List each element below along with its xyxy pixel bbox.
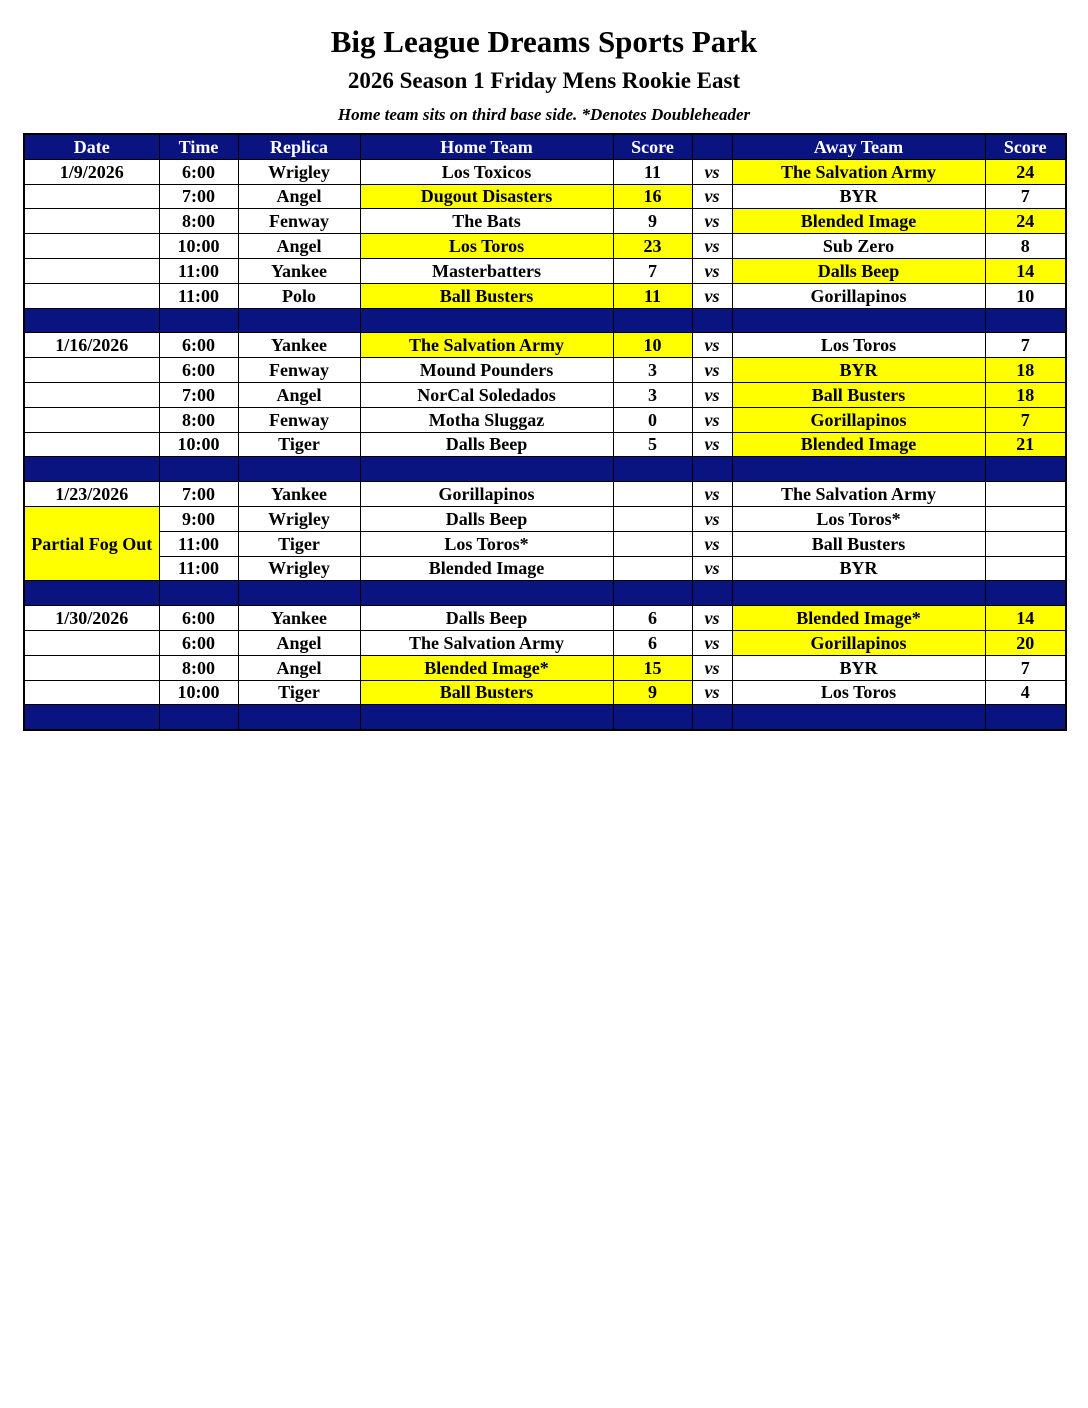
game-date [24, 432, 159, 457]
game-time: 10:00 [159, 680, 238, 705]
vs-label: vs [692, 258, 732, 283]
away-team: Los Toros [732, 333, 985, 358]
vs-label: vs [692, 680, 732, 705]
vs-label: vs [692, 382, 732, 407]
game-time: 6:00 [159, 159, 238, 184]
game-replica-field: Fenway [238, 407, 360, 432]
away-score: 7 [985, 184, 1066, 209]
away-score [985, 556, 1066, 581]
game-replica-field: Tiger [238, 432, 360, 457]
col-header-away-score: Score [985, 134, 1066, 159]
home-team: NorCal Soledados [360, 382, 613, 407]
away-team: The Salvation Army [732, 159, 985, 184]
away-team: Sub Zero [732, 234, 985, 259]
away-score: 7 [985, 655, 1066, 680]
separator-cell [985, 581, 1066, 606]
away-score: 7 [985, 333, 1066, 358]
game-date [24, 258, 159, 283]
separator-cell [238, 308, 360, 333]
home-score: 6 [613, 606, 692, 631]
home-score [613, 531, 692, 556]
game-time: 9:00 [159, 506, 238, 531]
game-row [24, 209, 1066, 234]
vs-label: vs [692, 432, 732, 457]
away-score: 4 [985, 680, 1066, 705]
game-replica-field: Fenway [238, 358, 360, 383]
game-row [24, 606, 1066, 631]
game-time: 11:00 [159, 258, 238, 283]
game-replica-field: Yankee [238, 258, 360, 283]
col-header-time: Time [159, 134, 238, 159]
game-replica-field: Yankee [238, 482, 360, 507]
away-team: BYR [732, 556, 985, 581]
home-team: Masterbatters [360, 258, 613, 283]
separator-cell [692, 457, 732, 482]
separator-cell [692, 705, 732, 730]
home-team: Dalls Beep [360, 506, 613, 531]
game-row [24, 258, 1066, 283]
home-score: 16 [613, 184, 692, 209]
game-row [24, 382, 1066, 407]
game-date [24, 382, 159, 407]
separator-cell [24, 308, 159, 333]
home-score: 5 [613, 432, 692, 457]
game-time: 6:00 [159, 630, 238, 655]
away-score: 8 [985, 234, 1066, 259]
game-replica-field: Fenway [238, 209, 360, 234]
away-team: Dalls Beep [732, 258, 985, 283]
away-score: 18 [985, 358, 1066, 383]
game-replica-field: Angel [238, 382, 360, 407]
home-score: 7 [613, 258, 692, 283]
separator-cell [613, 308, 692, 333]
game-replica-field: Angel [238, 655, 360, 680]
game-time: 11:00 [159, 283, 238, 308]
home-team: Ball Busters [360, 283, 613, 308]
home-score [613, 482, 692, 507]
home-team: Mound Pounders [360, 358, 613, 383]
home-score: 11 [613, 283, 692, 308]
away-score: 14 [985, 606, 1066, 631]
game-time: 8:00 [159, 655, 238, 680]
game-time: 11:00 [159, 556, 238, 581]
col-header-home-score: Score [613, 134, 692, 159]
home-score: 10 [613, 333, 692, 358]
separator-cell [159, 308, 238, 333]
separator-cell [360, 457, 613, 482]
home-team: The Salvation Army [360, 333, 613, 358]
game-time: 10:00 [159, 432, 238, 457]
home-score: 23 [613, 234, 692, 259]
home-team: Dalls Beep [360, 432, 613, 457]
game-row [24, 482, 1066, 507]
away-score [985, 506, 1066, 531]
separator-cell [985, 308, 1066, 333]
home-team: Blended Image [360, 556, 613, 581]
away-score: 14 [985, 258, 1066, 283]
game-date [24, 234, 159, 259]
away-score [985, 531, 1066, 556]
game-date [24, 209, 159, 234]
game-row [24, 333, 1066, 358]
fog-out-note: Partial Fog Out [24, 506, 159, 580]
home-team: Los Toros [360, 234, 613, 259]
game-replica-field: Yankee [238, 333, 360, 358]
game-replica-field: Angel [238, 184, 360, 209]
away-team: Gorillapinos [732, 407, 985, 432]
separator-cell [24, 457, 159, 482]
col-header-home-team: Home Team [360, 134, 613, 159]
vs-label: vs [692, 283, 732, 308]
home-team: Blended Image* [360, 655, 613, 680]
game-date: 1/16/2026 [24, 333, 159, 358]
home-score: 9 [613, 209, 692, 234]
separator-cell [732, 308, 985, 333]
vs-label: vs [692, 556, 732, 581]
game-time: 6:00 [159, 606, 238, 631]
home-score: 3 [613, 358, 692, 383]
doubleheader-note: Home team sits on third base side. *Denotes Doubleheader [337, 105, 751, 124]
game-date [24, 407, 159, 432]
game-time: 7:00 [159, 382, 238, 407]
schedule-table [23, 133, 1067, 731]
home-score: 15 [613, 655, 692, 680]
separator-cell [24, 705, 159, 730]
vs-label: vs [692, 655, 732, 680]
separator-cell [985, 457, 1066, 482]
separator-cell [238, 457, 360, 482]
header-row [24, 134, 1066, 159]
col-header-replica: Replica [238, 134, 360, 159]
separator-cell [613, 581, 692, 606]
home-score [613, 556, 692, 581]
game-time: 8:00 [159, 209, 238, 234]
home-team: Los Toros* [360, 531, 613, 556]
away-score [985, 482, 1066, 507]
away-team: Blended Image* [732, 606, 985, 631]
vs-label: vs [692, 159, 732, 184]
game-time: 11:00 [159, 531, 238, 556]
away-score: 7 [985, 407, 1066, 432]
game-time: 7:00 [159, 184, 238, 209]
separator-cell [238, 705, 360, 730]
game-date [24, 680, 159, 705]
game-time: 7:00 [159, 482, 238, 507]
vs-label: vs [692, 482, 732, 507]
home-score: 9 [613, 680, 692, 705]
away-team: Gorillapinos [732, 630, 985, 655]
vs-label: vs [692, 630, 732, 655]
separator-cell [238, 581, 360, 606]
game-row [24, 184, 1066, 209]
separator-cell [159, 705, 238, 730]
home-score: 11 [613, 159, 692, 184]
game-replica-field: Wrigley [238, 159, 360, 184]
schedule-body [24, 159, 1066, 730]
game-date: 1/30/2026 [24, 606, 159, 631]
game-time: 6:00 [159, 358, 238, 383]
home-team: Gorillapinos [360, 482, 613, 507]
game-date: 1/23/2026 [24, 482, 159, 507]
separator-cell [360, 581, 613, 606]
vs-label: vs [692, 506, 732, 531]
week-separator-row [24, 457, 1066, 482]
home-team: Dugout Disasters [360, 184, 613, 209]
week-separator-row [24, 705, 1066, 730]
away-team: Los Toros [732, 680, 985, 705]
away-score: 24 [985, 209, 1066, 234]
page-subtitle: 2026 Season 1 Friday Mens Rookie East [347, 68, 741, 93]
separator-cell [159, 457, 238, 482]
game-time: 8:00 [159, 407, 238, 432]
vs-label: vs [692, 358, 732, 383]
separator-cell [732, 581, 985, 606]
vs-label: vs [692, 184, 732, 209]
vs-label: vs [692, 407, 732, 432]
game-row [24, 506, 1066, 531]
away-team: Ball Busters [732, 382, 985, 407]
game-replica-field: Tiger [238, 531, 360, 556]
game-row [24, 358, 1066, 383]
game-row [24, 234, 1066, 259]
vs-label: vs [692, 209, 732, 234]
away-team: BYR [732, 655, 985, 680]
game-date [24, 630, 159, 655]
away-team: BYR [732, 184, 985, 209]
vs-label: vs [692, 333, 732, 358]
game-row [24, 556, 1066, 581]
game-row [24, 680, 1066, 705]
game-time: 6:00 [159, 333, 238, 358]
col-header-date: Date [24, 134, 159, 159]
home-score: 0 [613, 407, 692, 432]
game-row [24, 283, 1066, 308]
game-replica-field: Wrigley [238, 556, 360, 581]
separator-cell [613, 705, 692, 730]
away-team: Blended Image [732, 209, 985, 234]
game-replica-field: Wrigley [238, 506, 360, 531]
game-replica-field: Angel [238, 630, 360, 655]
home-team: Motha Sluggaz [360, 407, 613, 432]
home-score: 6 [613, 630, 692, 655]
game-date [24, 655, 159, 680]
game-replica-field: Tiger [238, 680, 360, 705]
game-date [24, 358, 159, 383]
separator-cell [692, 581, 732, 606]
game-row [24, 630, 1066, 655]
game-replica-field: Angel [238, 234, 360, 259]
away-score: 18 [985, 382, 1066, 407]
away-team: Los Toros* [732, 506, 985, 531]
game-date: 1/9/2026 [24, 159, 159, 184]
game-replica-field: Yankee [238, 606, 360, 631]
separator-cell [985, 705, 1066, 730]
home-score [613, 506, 692, 531]
away-score: 10 [985, 283, 1066, 308]
home-team: Los Toxicos [360, 159, 613, 184]
vs-label: vs [692, 531, 732, 556]
separator-cell [732, 457, 985, 482]
game-row [24, 655, 1066, 680]
away-team: Ball Busters [732, 531, 985, 556]
away-team: Blended Image [732, 432, 985, 457]
separator-cell [613, 457, 692, 482]
week-separator-row [24, 581, 1066, 606]
separator-cell [692, 308, 732, 333]
game-row [24, 159, 1066, 184]
game-date [24, 283, 159, 308]
col-header-vs [692, 134, 732, 159]
separator-cell [732, 705, 985, 730]
separator-cell [24, 581, 159, 606]
game-date [24, 184, 159, 209]
home-team: Ball Busters [360, 680, 613, 705]
game-row [24, 407, 1066, 432]
away-score: 20 [985, 630, 1066, 655]
game-row [24, 432, 1066, 457]
vs-label: vs [692, 234, 732, 259]
away-team: Gorillapinos [732, 283, 985, 308]
home-score: 3 [613, 382, 692, 407]
game-replica-field: Polo [238, 283, 360, 308]
col-header-away-team: Away Team [732, 134, 985, 159]
away-team: BYR [732, 358, 985, 383]
separator-cell [360, 705, 613, 730]
away-team: The Salvation Army [732, 482, 985, 507]
vs-label: vs [692, 606, 732, 631]
home-team: The Salvation Army [360, 630, 613, 655]
game-row [24, 531, 1066, 556]
game-time: 10:00 [159, 234, 238, 259]
home-team: Dalls Beep [360, 606, 613, 631]
away-score: 24 [985, 159, 1066, 184]
separator-cell [360, 308, 613, 333]
home-team: The Bats [360, 209, 613, 234]
away-score: 21 [985, 432, 1066, 457]
week-separator-row [24, 308, 1066, 333]
separator-cell [159, 581, 238, 606]
page-title: Big League Dreams Sports Park [330, 24, 758, 59]
